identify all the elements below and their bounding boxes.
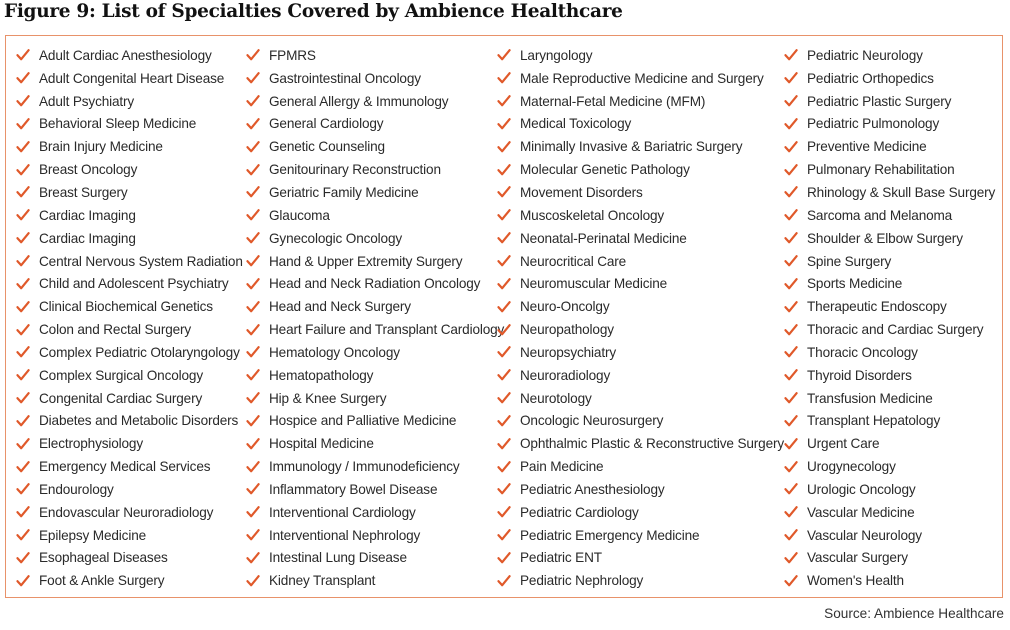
specialty-item xyxy=(246,181,504,204)
specialty-item xyxy=(246,341,504,364)
checkmark-icon xyxy=(784,117,798,131)
specialty-item xyxy=(784,547,995,570)
specialty-item xyxy=(784,44,995,67)
checkmark-icon xyxy=(784,140,798,154)
specialty-label: Adult Cardiac Anesthesiology xyxy=(39,47,212,63)
specialty-item xyxy=(16,547,243,570)
specialty-label: Endourology xyxy=(39,481,114,497)
checkmark-icon xyxy=(246,163,260,177)
specialty-item xyxy=(497,67,784,90)
specialty-label: Cardiac Imaging xyxy=(39,207,136,223)
checkmark-icon xyxy=(784,551,798,565)
checkmark-icon xyxy=(16,414,30,428)
checkmark-icon xyxy=(16,117,30,131)
specialty-item xyxy=(16,67,243,90)
checkmark-icon xyxy=(784,414,798,428)
checkmark-icon xyxy=(784,231,798,245)
checkmark-icon xyxy=(246,71,260,85)
checkmark-icon xyxy=(16,71,30,85)
checkmark-icon xyxy=(784,368,798,382)
specialty-item xyxy=(784,158,995,181)
checkmark-icon xyxy=(16,368,30,382)
specialty-item xyxy=(784,135,995,158)
specialty-item xyxy=(497,569,784,592)
specialty-label: Transplant Hepatology xyxy=(807,413,941,429)
specialty-label: Hematopathology xyxy=(269,367,374,383)
checkmark-icon xyxy=(784,528,798,542)
checkmark-icon xyxy=(497,277,511,291)
specialty-item xyxy=(16,364,243,387)
checkmark-icon xyxy=(16,323,30,337)
specialty-label: Epilepsy Medicine xyxy=(39,527,147,543)
specialty-item xyxy=(784,432,995,455)
source-note: Source: Ambience Healthcare xyxy=(824,606,1004,621)
specialty-item xyxy=(497,204,784,227)
specialty-item xyxy=(784,455,995,478)
checkmark-icon xyxy=(497,505,511,519)
specialty-item xyxy=(16,90,243,113)
specialty-label: Thoracic Oncology xyxy=(807,344,918,360)
checkmark-icon xyxy=(16,482,30,496)
specialty-label: Brain Injury Medicine xyxy=(39,139,163,155)
specialty-label: Therapeutic Endoscopy xyxy=(807,299,947,315)
checkmark-icon xyxy=(246,551,260,565)
specialty-item xyxy=(16,455,243,478)
specialty-label: Women's Health xyxy=(807,573,904,589)
checkmark-icon xyxy=(784,437,798,451)
checkmark-icon xyxy=(784,574,798,588)
checkmark-icon xyxy=(246,505,260,519)
checkmark-icon xyxy=(246,140,260,154)
specialty-item xyxy=(246,364,504,387)
checkmark-icon xyxy=(497,163,511,177)
specialty-label: Muscoskeletal Oncology xyxy=(520,207,665,223)
checkmark-icon xyxy=(784,71,798,85)
checkmark-icon xyxy=(784,345,798,359)
specialty-item xyxy=(16,113,243,136)
specialty-label: Breast Surgery xyxy=(39,184,128,200)
checkmark-icon xyxy=(497,460,511,474)
checkmark-icon xyxy=(246,208,260,222)
specialty-item xyxy=(497,318,784,341)
specialty-item xyxy=(784,501,995,524)
checkmark-icon xyxy=(784,505,798,519)
specialty-label: Emergency Medical Services xyxy=(39,459,211,475)
checkmark-icon xyxy=(784,460,798,474)
specialty-label: Neurocritical Care xyxy=(520,253,627,269)
specialty-item xyxy=(497,181,784,204)
specialty-label: General Allergy & Immunology xyxy=(269,93,449,109)
checkmark-icon xyxy=(246,345,260,359)
specialty-label: Molecular Genetic Pathology xyxy=(520,162,690,178)
checkmark-icon xyxy=(784,254,798,268)
checkmark-icon xyxy=(497,185,511,199)
specialty-item xyxy=(784,569,995,592)
checkmark-icon xyxy=(497,117,511,131)
specialty-label: Oncologic Neurosurgery xyxy=(520,413,664,429)
checkmark-icon xyxy=(246,48,260,62)
checkmark-icon xyxy=(246,185,260,199)
specialty-label: Hip & Knee Surgery xyxy=(269,390,387,406)
specialty-label: Preventive Medicine xyxy=(807,139,927,155)
checkmark-icon xyxy=(784,163,798,177)
specialty-label: Diabetes and Metabolic Disorders xyxy=(39,413,239,429)
specialty-item xyxy=(16,387,243,410)
specialty-item xyxy=(246,387,504,410)
specialty-label: Geriatric Family Medicine xyxy=(269,184,419,200)
specialty-label: Foot & Ankle Surgery xyxy=(39,573,165,589)
specialty-label: Hand & Upper Extremity Surgery xyxy=(269,253,463,269)
specialty-item xyxy=(784,113,995,136)
checkmark-icon xyxy=(497,300,511,314)
specialty-item xyxy=(497,250,784,273)
specialty-label: Interventional Nephrology xyxy=(269,527,421,543)
specialty-label: Pediatric Emergency Medicine xyxy=(520,527,700,543)
specialty-item xyxy=(497,387,784,410)
specialty-label: Ophthalmic Plastic & Reconstructive Surgery xyxy=(520,436,785,452)
specialty-item xyxy=(497,410,784,433)
specialty-item xyxy=(497,272,784,295)
specialty-label: Intestinal Lung Disease xyxy=(269,550,407,566)
specialty-label: Cardiac Imaging xyxy=(39,230,136,246)
checkmark-icon xyxy=(784,208,798,222)
specialty-label: Rhinology & Skull Base Surgery xyxy=(807,184,996,200)
specialty-label: Urogynecology xyxy=(807,459,896,475)
specialty-item xyxy=(497,341,784,364)
specialty-label: Immunology / Immunodeficiency xyxy=(269,459,460,475)
checkmark-icon xyxy=(497,368,511,382)
specialty-item xyxy=(497,547,784,570)
specialty-item xyxy=(16,501,243,524)
checkmark-icon xyxy=(497,208,511,222)
specialty-item xyxy=(246,67,504,90)
specialty-label: Genitourinary Reconstruction xyxy=(269,162,441,178)
specialty-label: Neuro-Oncolgy xyxy=(520,299,610,315)
specialty-item xyxy=(246,272,504,295)
specialty-item xyxy=(246,135,504,158)
specialty-item xyxy=(784,204,995,227)
specialty-label: Pediatric Pulmonology xyxy=(807,116,940,132)
specialty-item xyxy=(497,227,784,250)
specialty-label: Pediatric Neurology xyxy=(807,47,923,63)
checkmark-icon xyxy=(16,208,30,222)
specialty-label: Minimally Invasive & Bariatric Surgery xyxy=(520,139,743,155)
specialty-label: Hematology Oncology xyxy=(269,344,400,360)
checkmark-icon xyxy=(246,323,260,337)
specialty-label: Urologic Oncology xyxy=(807,481,916,497)
checkmark-icon xyxy=(246,482,260,496)
specialty-item xyxy=(16,295,243,318)
specialty-label: Thoracic and Cardiac Surgery xyxy=(807,322,984,338)
specialty-item xyxy=(784,227,995,250)
specialty-label: Complex Pediatric Otolaryngology xyxy=(39,344,240,360)
checkmark-icon xyxy=(16,437,30,451)
specialty-item xyxy=(246,318,504,341)
specialty-label: Neuromuscular Medicine xyxy=(520,276,668,292)
specialty-label: Male Reproductive Medicine and Surgery xyxy=(520,70,764,86)
specialty-item xyxy=(784,272,995,295)
checkmark-icon xyxy=(16,163,30,177)
specialty-item xyxy=(16,158,243,181)
specialty-label: Esophageal Diseases xyxy=(39,550,168,566)
specialty-label: Maternal-Fetal Medicine (MFM) xyxy=(520,93,706,109)
specialties-box xyxy=(5,35,1003,598)
specialty-item xyxy=(246,44,504,67)
checkmark-icon xyxy=(246,574,260,588)
specialty-item xyxy=(497,432,784,455)
specialty-label: Breast Oncology xyxy=(39,162,138,178)
checkmark-icon xyxy=(497,94,511,108)
checkmark-icon xyxy=(246,117,260,131)
specialty-label: General Cardiology xyxy=(269,116,384,132)
specialty-label: Clinical Biochemical Genetics xyxy=(39,299,213,315)
specialty-item xyxy=(246,250,504,273)
checkmark-icon xyxy=(16,254,30,268)
checkmark-icon xyxy=(16,231,30,245)
specialty-label: Sarcoma and Melanoma xyxy=(807,207,953,223)
checkmark-icon xyxy=(16,185,30,199)
specialty-label: Neuroradiology xyxy=(520,367,611,383)
checkmark-icon xyxy=(16,345,30,359)
checkmark-icon xyxy=(784,391,798,405)
checkmark-icon xyxy=(16,574,30,588)
specialty-item xyxy=(246,295,504,318)
checkmark-icon xyxy=(497,254,511,268)
checkmark-icon xyxy=(246,254,260,268)
specialty-label: Vascular Neurology xyxy=(807,527,922,543)
checkmark-icon xyxy=(497,391,511,405)
checkmark-icon xyxy=(16,277,30,291)
checkmark-icon xyxy=(497,231,511,245)
specialty-label: Glaucoma xyxy=(269,207,330,223)
specialty-item xyxy=(497,158,784,181)
checkmark-icon xyxy=(497,574,511,588)
specialty-item xyxy=(246,478,504,501)
specialty-label: Child and Adolescent Psychiatry xyxy=(39,276,229,292)
checkmark-icon xyxy=(497,528,511,542)
checkmark-icon xyxy=(16,48,30,62)
specialty-label: Pediatric Plastic Surgery xyxy=(807,93,952,109)
specialty-item xyxy=(784,250,995,273)
specialty-column-2 xyxy=(246,44,504,592)
specialty-label: Genetic Counseling xyxy=(269,139,385,155)
checkmark-icon xyxy=(246,300,260,314)
checkmark-icon xyxy=(497,71,511,85)
specialty-label: Sports Medicine xyxy=(807,276,903,292)
specialty-item xyxy=(784,524,995,547)
specialty-label: Pediatric Nephrology xyxy=(520,573,644,589)
specialty-item xyxy=(246,455,504,478)
specialty-label: Neonatal-Perinatal Medicine xyxy=(520,230,687,246)
specialty-item xyxy=(784,364,995,387)
specialty-item xyxy=(16,341,243,364)
specialty-label: Head and Neck Surgery xyxy=(269,299,411,315)
specialty-label: Neurotology xyxy=(520,390,592,406)
specialty-item xyxy=(784,387,995,410)
figure-title: Figure 9: List of Specialties Covered by Ambience Healthcare xyxy=(4,1,623,22)
specialty-label: Pain Medicine xyxy=(520,459,604,475)
specialty-item xyxy=(784,318,995,341)
checkmark-icon xyxy=(246,437,260,451)
specialty-item xyxy=(246,410,504,433)
specialty-item xyxy=(16,410,243,433)
specialty-label: Adult Psychiatry xyxy=(39,93,135,109)
specialty-item xyxy=(16,432,243,455)
specialty-item xyxy=(16,250,243,273)
specialty-label: Movement Disorders xyxy=(520,184,643,200)
specialty-label: Pediatric Anesthesiology xyxy=(520,481,665,497)
specialty-item xyxy=(246,501,504,524)
specialty-item xyxy=(16,135,243,158)
specialty-label: Pediatric Cardiology xyxy=(520,504,639,520)
specialty-label: Spine Surgery xyxy=(807,253,892,269)
specialty-label: Medical Toxicology xyxy=(520,116,632,132)
specialty-label: Behavioral Sleep Medicine xyxy=(39,116,197,132)
specialty-label: Complex Surgical Oncology xyxy=(39,367,203,383)
specialty-label: Adult Congenital Heart Disease xyxy=(39,70,225,86)
specialty-label: Gastrointestinal Oncology xyxy=(269,70,421,86)
specialty-item xyxy=(784,410,995,433)
checkmark-icon xyxy=(16,140,30,154)
specialty-item xyxy=(497,90,784,113)
checkmark-icon xyxy=(497,551,511,565)
specialty-label: Colon and Rectal Surgery xyxy=(39,322,192,338)
checkmark-icon xyxy=(246,414,260,428)
specialty-label: Pediatric ENT xyxy=(520,550,602,566)
specialty-item xyxy=(497,524,784,547)
specialty-label: Central Nervous System Radiation xyxy=(39,253,243,269)
specialty-label: Shoulder & Elbow Surgery xyxy=(807,230,963,246)
checkmark-icon xyxy=(784,185,798,199)
checkmark-icon xyxy=(497,345,511,359)
specialty-label: Congenital Cardiac Surgery xyxy=(39,390,203,406)
checkmark-icon xyxy=(784,277,798,291)
specialty-label: Kidney Transplant xyxy=(269,573,376,589)
specialty-item xyxy=(784,67,995,90)
specialty-item xyxy=(246,227,504,250)
specialty-item xyxy=(246,90,504,113)
checkmark-icon xyxy=(497,48,511,62)
specialty-item xyxy=(246,524,504,547)
specialty-item xyxy=(784,181,995,204)
specialty-item xyxy=(246,158,504,181)
specialty-item xyxy=(497,455,784,478)
checkmark-icon xyxy=(784,48,798,62)
checkmark-icon xyxy=(16,528,30,542)
specialty-item xyxy=(784,478,995,501)
checkmark-icon xyxy=(16,551,30,565)
specialty-label: Hospital Medicine xyxy=(269,436,374,452)
checkmark-icon xyxy=(246,277,260,291)
specialty-item xyxy=(497,295,784,318)
specialty-item xyxy=(16,44,243,67)
checkmark-icon xyxy=(246,231,260,245)
checkmark-icon xyxy=(784,323,798,337)
specialty-item xyxy=(246,569,504,592)
specialty-label: Pulmonary Rehabilitation xyxy=(807,162,955,178)
specialty-label: Interventional Cardiology xyxy=(269,504,416,520)
specialty-label: Vascular Surgery xyxy=(807,550,908,566)
checkmark-icon xyxy=(246,460,260,474)
specialty-item xyxy=(16,478,243,501)
checkmark-icon xyxy=(16,460,30,474)
specialty-label: Neuropsychiatry xyxy=(520,344,616,360)
specialty-item xyxy=(497,501,784,524)
checkmark-icon xyxy=(16,505,30,519)
specialty-item xyxy=(16,204,243,227)
specialty-column-1 xyxy=(16,44,243,592)
checkmark-icon xyxy=(784,482,798,496)
checkmark-icon xyxy=(16,300,30,314)
specialty-label: Laryngology xyxy=(520,47,593,63)
checkmark-icon xyxy=(497,140,511,154)
specialty-label: Inflammatory Bowel Disease xyxy=(269,481,438,497)
specialty-column-3 xyxy=(497,44,784,592)
specialty-label: Head and Neck Radiation Oncology xyxy=(269,276,481,292)
specialty-item xyxy=(784,295,995,318)
specialty-label: Hospice and Palliative Medicine xyxy=(269,413,457,429)
checkmark-icon xyxy=(246,368,260,382)
specialty-item xyxy=(16,227,243,250)
checkmark-icon xyxy=(246,94,260,108)
checkmark-icon xyxy=(497,482,511,496)
specialty-item xyxy=(497,364,784,387)
specialty-item xyxy=(497,113,784,136)
specialty-item xyxy=(16,569,243,592)
specialty-label: Gynecologic Oncology xyxy=(269,230,403,246)
specialty-label: Pediatric Orthopedics xyxy=(807,70,934,86)
specialty-item xyxy=(246,204,504,227)
checkmark-icon xyxy=(497,437,511,451)
specialty-item xyxy=(16,272,243,295)
checkmark-icon xyxy=(497,414,511,428)
specialty-item xyxy=(16,524,243,547)
specialty-item xyxy=(246,547,504,570)
specialty-item xyxy=(784,90,995,113)
specialty-item xyxy=(784,341,995,364)
specialty-label: Endovascular Neuroradiology xyxy=(39,504,214,520)
checkmark-icon xyxy=(246,528,260,542)
specialty-item xyxy=(16,318,243,341)
checkmark-icon xyxy=(497,323,511,337)
checkmark-icon xyxy=(16,391,30,405)
specialty-item xyxy=(246,113,504,136)
checkmark-icon xyxy=(784,300,798,314)
checkmark-icon xyxy=(16,94,30,108)
specialty-item xyxy=(497,135,784,158)
specialty-item xyxy=(16,181,243,204)
checkmark-icon xyxy=(246,391,260,405)
specialty-item xyxy=(246,432,504,455)
specialty-label: Vascular Medicine xyxy=(807,504,915,520)
specialty-label: Thyroid Disorders xyxy=(807,367,912,383)
specialty-label: Neuropathology xyxy=(520,322,614,338)
specialty-label: FPMRS xyxy=(269,47,316,63)
specialty-label: Transfusion Medicine xyxy=(807,390,933,406)
specialty-label: Urgent Care xyxy=(807,436,880,452)
specialty-item xyxy=(497,478,784,501)
specialty-label: Electrophysiology xyxy=(39,436,143,452)
specialty-column-4 xyxy=(784,44,995,592)
checkmark-icon xyxy=(784,94,798,108)
specialty-item xyxy=(497,44,784,67)
specialty-label: Heart Failure and Transplant Cardiology xyxy=(269,322,505,338)
